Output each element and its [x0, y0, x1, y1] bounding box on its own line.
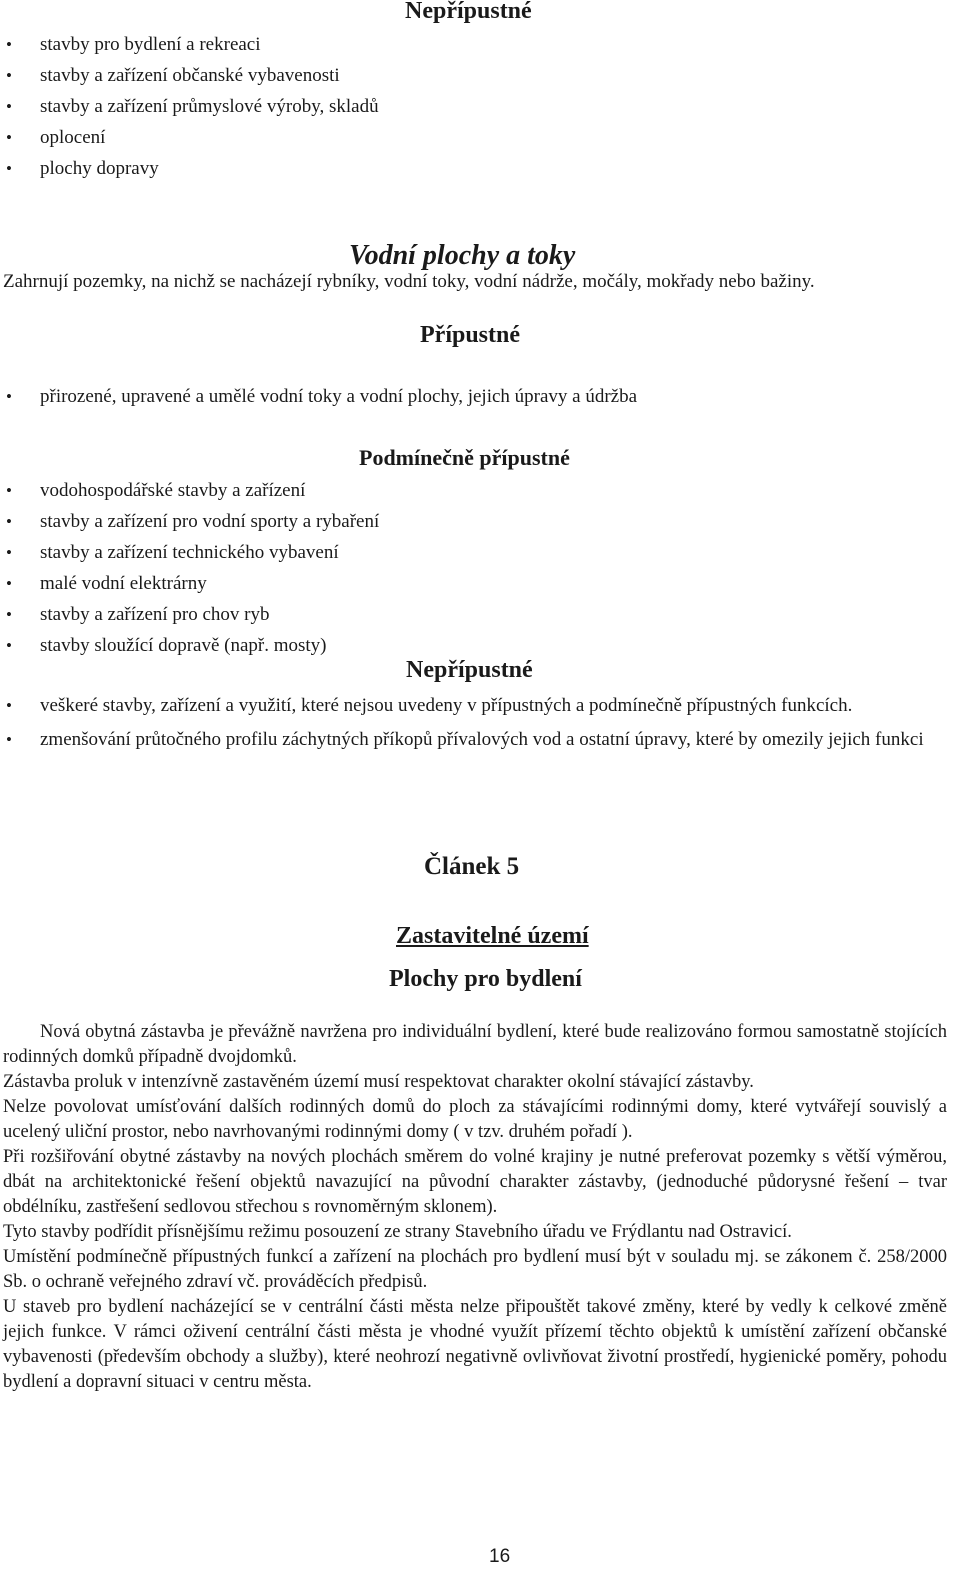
bullet-icon: • — [6, 159, 12, 178]
section-heading-forbidden: Nepřípustné — [406, 657, 533, 683]
list-item: • vodohospodářské stavby a zařízení — [6, 480, 306, 501]
section-intro: Zahrnují pozemky, na nichž se nacházejí rybníky, vodní toky, vodní nádrže, močály, mokřady nebo bažiny. — [3, 271, 815, 292]
list-item: • oplocení — [6, 127, 106, 148]
article-subtitle: Zastavitelné území — [396, 923, 589, 949]
permitted-list — [0, 384, 940, 409]
list-item: • malé vodní elektrárny — [6, 573, 207, 594]
bullet-icon: • — [6, 128, 12, 147]
list-item: • stavby a zařízení pro vodní sporty a rybaření — [6, 511, 380, 532]
list-item: • stavby a zařízení technického vybavení — [6, 542, 339, 563]
paragraph: U staveb pro bydlení nacházející se v centrální části města nelze připouštět takové změny, které by vedly k celkové změně jejich funkce. V rámci oživení centrální části města je vhodné využít přízemí těchto objektů k umístění zařízení občanské vybavenosti (především obchody a služby), které neohrozí negativně ovlivňovat životní prostředí, hygienické poměry, pohodu bydlení a dopravní situaci v centru města. — [3, 1297, 947, 1392]
paragraph: Zástavba proluk v intenzívně zastavěném území musí respektovat charakter okolní stávající zástavby. — [3, 1072, 754, 1092]
list-item: • přirozené, upravené a umělé vodní toky a vodní plochy, jejich úpravy a údržba — [6, 386, 638, 407]
bullet-icon: • — [6, 481, 12, 500]
page-number: 16 — [489, 1546, 511, 1567]
bullet-icon: • — [6, 543, 12, 562]
paragraph: Umístění podmínečně přípustných funkcí a zařízení na plochách pro bydlení musí být v souladu mj. se zákonem č. 258/2000 Sb. o ochraně veřejného zdraví vč. prováděcích předpisů. — [3, 1247, 947, 1292]
bullet-icon: • — [6, 636, 12, 655]
bullet-icon: • — [6, 730, 12, 749]
list-item: • stavby pro bydlení a rekreaci — [6, 34, 261, 55]
section-heading-forbidden-top: Nepřípustné — [405, 0, 532, 24]
list-item: • stavby a zařízení průmyslové výroby, skladů — [6, 96, 379, 117]
list-item: • stavby a zařízení pro chov ryb — [6, 604, 270, 625]
section-heading-conditional: Podmínečně přípustné — [359, 445, 570, 470]
bullet-icon: • — [6, 512, 12, 531]
bullet-icon: • — [6, 574, 12, 593]
list-item: • zmenšování průtočného profilu záchytných příkopů přívalových vod a ostatní úpravy, které by omezily jejich funkci — [6, 729, 924, 750]
bullet-icon: • — [6, 35, 12, 54]
paragraph: Nelze povolovat umísťování dalších rodinných domů do ploch za stávajícími rodinnými domy, které vytvářejí souvislý a ucelený uliční prostor, nebo navrhovanými rodinnými domy ( v tzv. druhém pořadí ). — [3, 1097, 947, 1142]
forbidden-list-top — [0, 32, 940, 181]
list-item: • stavby a zařízení občanské vybavenosti — [6, 65, 340, 86]
list-item: • plochy dopravy — [6, 158, 159, 179]
conditional-list — [0, 478, 940, 658]
bullet-icon: • — [6, 387, 12, 406]
bullet-icon: • — [6, 97, 12, 116]
paragraph: Nová obytná zástavba je převážně navržena pro individuální bydlení, které bude realizováno formou samostatně stojících rodinných domků případně dvojdomků. — [3, 1022, 947, 1067]
article-title: Článek 5 — [424, 853, 520, 880]
forbidden-list — [0, 694, 948, 752]
section-title-water: Vodní plochy a toky — [349, 240, 576, 271]
paragraph: Tyto stavby podřídit přísnějšímu režimu posouzení ze strany Stavebního úřadu ve Frýdlantu nad Ostravicí. — [3, 1222, 792, 1242]
bullet-icon: • — [6, 66, 12, 85]
list-item: • veškeré stavby, zařízení a využití, které nejsou uvedeny v přípustných a podmínečně přípustných funkcích. — [6, 695, 853, 716]
bullet-icon: • — [6, 605, 12, 624]
list-item: • stavby sloužící dopravě (např. mosty) — [6, 635, 327, 656]
section-heading-permitted: Přípustné — [420, 322, 521, 348]
paragraph: Při rozšiřování obytné zástavby na nových plochách směrem do volné krajiny je nutné preferovat pozemky s větší výměrou, dbát na architektonické řešení objektů navazující na původní charakter zástavby, (jednoduché půdorysné řešení – tvar obdélníku, zastřešení sedlovou střechou s rovnoměrným sklonem). — [3, 1147, 947, 1217]
bullet-icon: • — [6, 696, 12, 715]
zone-title: Plochy pro bydlení — [389, 966, 582, 992]
